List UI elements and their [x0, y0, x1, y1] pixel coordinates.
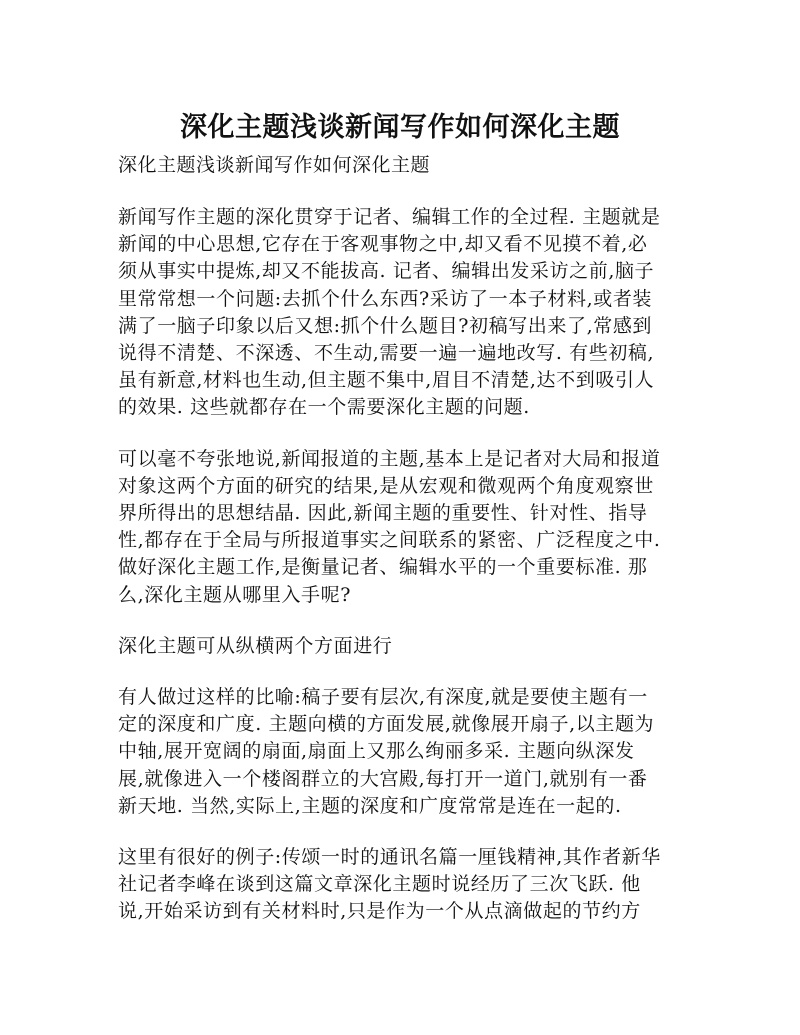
- paragraph-line: 这里有很好的例子:传颂一时的通讯名篇一厘钱精神,其作者新华: [118, 846, 661, 869]
- document-subtitle: 深化主题浅谈新闻写作如何深化主题: [118, 154, 431, 176]
- document-body: [118, 204, 706, 950]
- body-paragraph: [118, 446, 706, 609]
- paragraph-line: 界所得出的思想结晶. 因此,新闻主题的重要性、针对性、指导: [118, 502, 648, 525]
- paragraph-line: 新闻写作主题的深化贯穿于记者、编辑工作的全过程. 主题就是: [118, 206, 661, 228]
- paragraph-line: 可以毫不夸张地说,新闻报道的主题,基本上是记者对大局和报道: [118, 447, 661, 470]
- body-paragraph: [118, 633, 706, 660]
- document-title: 深化主题浅谈新闻写作如何深化主题: [180, 112, 620, 143]
- paragraph-line: 性,都存在于全局与所报道事实之间联系的紧密、广泛程度之中.: [118, 529, 661, 552]
- paragraph-line: 满了一脑子印象以后又想:抓个什么题目?初稿写出来了,常感到: [118, 314, 653, 337]
- paragraph-line: 么,深化主题从哪里入手呢?: [118, 583, 352, 606]
- paragraph-line: 有人做过这样的比喻:稿子要有层次,有深度,就是要使主题有一: [118, 686, 648, 709]
- paragraph-line: 新闻的中心思想,它存在于客观事物之中,却又看不见摸不着,必: [118, 233, 648, 256]
- body-paragraph: [118, 844, 706, 926]
- paragraph-line: 对象这两个方面的研究的结果,是从宏观和微观两个角度观察世: [118, 474, 654, 497]
- body-paragraph: [118, 684, 706, 820]
- paragraph-line: 说得不清楚、不深透、不生动,需要一遍一遍地改写. 有些初稿,: [118, 342, 655, 365]
- paragraph-line: 新天地. 当然,实际上,主题的深度和广度常常是连在一起的.: [118, 794, 622, 817]
- paragraph-line: 须从事实中提炼,却又不能拔高. 记者、编辑出发采访之前,脑子: [118, 260, 655, 283]
- paragraph-line: 深化主题可从纵横两个方面进行: [118, 634, 393, 657]
- paragraph-line: 做好深化主题工作,是衡量记者、编辑水平的一个重要标准. 那: [118, 556, 648, 579]
- paragraph-line: 的效果. 这些就都存在一个需要深化主题的问题.: [118, 396, 530, 419]
- paragraph-line: 里常常想一个问题:去抓个什么东西?采访了一本子材料,或者装: [118, 287, 653, 310]
- paragraph-line: 说,开始采访到有关材料时,只是作为一个从点滴做起的节约方: [118, 900, 641, 923]
- paragraph-line: 展,就像进入一个楼阁群立的大宫殿,每打开一道门,就别有一番: [118, 767, 648, 790]
- paragraph-line: 定的深度和广度. 主题向横的方面发展,就像展开扇子,以主题为: [118, 713, 655, 736]
- body-paragraph: [118, 204, 706, 422]
- paragraph-line: 中轴,展开宽阔的扇面,扇面上又那么绚丽多采. 主题向纵深发: [118, 740, 635, 763]
- paragraph-line: 虽有新意,材料也生动,但主题不集中,眉目不清楚,达不到吸引人: [118, 369, 655, 392]
- paragraph-line: 社记者李峰在谈到这篇文章深化主题时说经历了三次飞跃. 他: [118, 873, 641, 896]
